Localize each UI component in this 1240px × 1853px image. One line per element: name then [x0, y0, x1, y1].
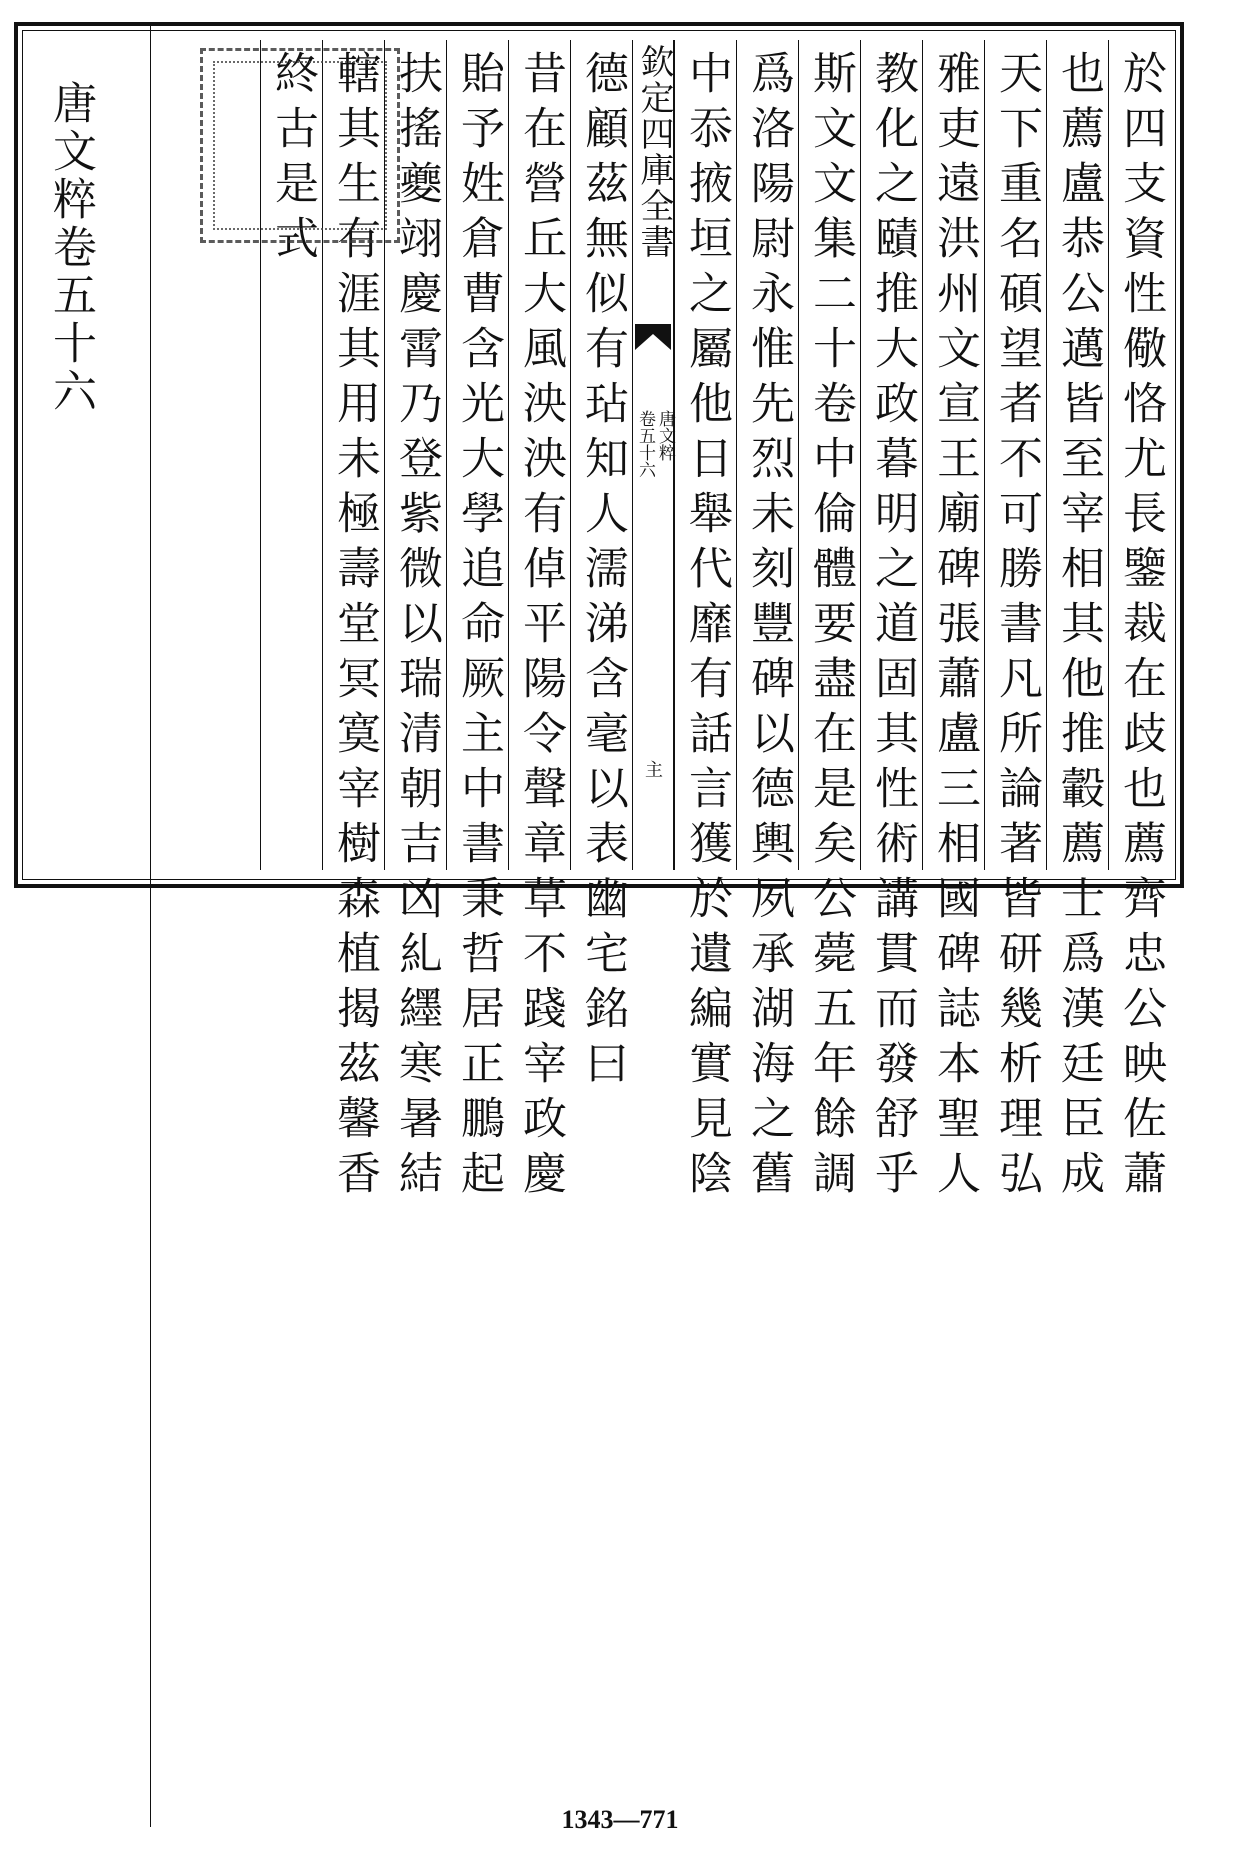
text-column — [674, 40, 736, 1205]
fold-subtitle-title: 唐文粹 — [655, 410, 675, 461]
text-column — [1046, 40, 1108, 1205]
column-text: 教化之賾推大政暮明之道固其性術講貫而發舒乎 — [867, 50, 918, 1205]
text-column — [570, 40, 632, 1095]
column-text: 昔在營丘大風泱泱有倬平陽令聲章草不踐宰政慶 — [515, 50, 566, 1205]
column-text: 雅吏遠洪州文宣王廟碑張蕭盧三相國碑誌本聖人 — [929, 50, 980, 1205]
column-text: 扶搖夔翊慶霄乃登紫微以瑞清朝吉凶糺纆寒暑結 — [391, 50, 442, 1205]
text-column — [798, 40, 860, 1205]
text-column — [736, 40, 798, 1205]
text-column — [446, 40, 508, 1205]
fold-subtitle-volume: 卷五十六 — [635, 410, 655, 478]
column-text: 中忝掖垣之屬他日舉代靡有話言獲於遺編實見陰 — [681, 50, 732, 1205]
column-text: 德顧茲無似有玷知人濡涕含毫以表幽宅銘曰 — [577, 50, 628, 1095]
text-column — [860, 40, 922, 1205]
page-number-footer: 1343—771 — [561, 1805, 679, 1834]
column-text: 斯文文集二十卷中倫體要盡在是矣公薨五年餘調 — [805, 50, 856, 1205]
column-text: 也薦盧恭公邁皆至宰相其他推轂薦士爲漢廷臣成 — [1053, 50, 1104, 1205]
fold-subtitle — [633, 410, 675, 478]
margin-rule — [150, 26, 151, 1827]
column-text: 天下重名碩望者不可勝書凡所論著皆研幾析理弘 — [991, 50, 1042, 1205]
column-text: 貽予姓倉曹含光大學追命厥主中書秉哲居正鵬起 — [453, 50, 504, 1205]
seal-stamp — [200, 48, 400, 243]
fold-page-mark: 主 — [642, 760, 663, 778]
column-text: 於四支資性儆恪尤長鑒裁在歧也薦齊忠公映佐蕭 — [1115, 50, 1166, 1205]
text-column — [922, 40, 984, 1205]
seal-stamp-inner — [213, 61, 387, 230]
column-text: 爲洛陽尉永惟先烈未刻豐碑以德輿夙承湖海之舊 — [743, 50, 794, 1205]
text-column — [1108, 40, 1170, 1205]
text-column — [984, 40, 1046, 1205]
volume-side-title: 唐文粹卷五十六 — [45, 80, 96, 416]
book-title: 欽定四庫全書 — [634, 44, 674, 260]
column-text: 轄其生有涯其用未極壽堂冥寞宰樹森植揭茲馨香 — [329, 50, 380, 1205]
center-fold-strip — [632, 40, 674, 870]
text-column — [508, 40, 570, 1205]
fishtail-mark-icon — [635, 324, 671, 350]
column-text: 終古是式 — [267, 50, 318, 270]
